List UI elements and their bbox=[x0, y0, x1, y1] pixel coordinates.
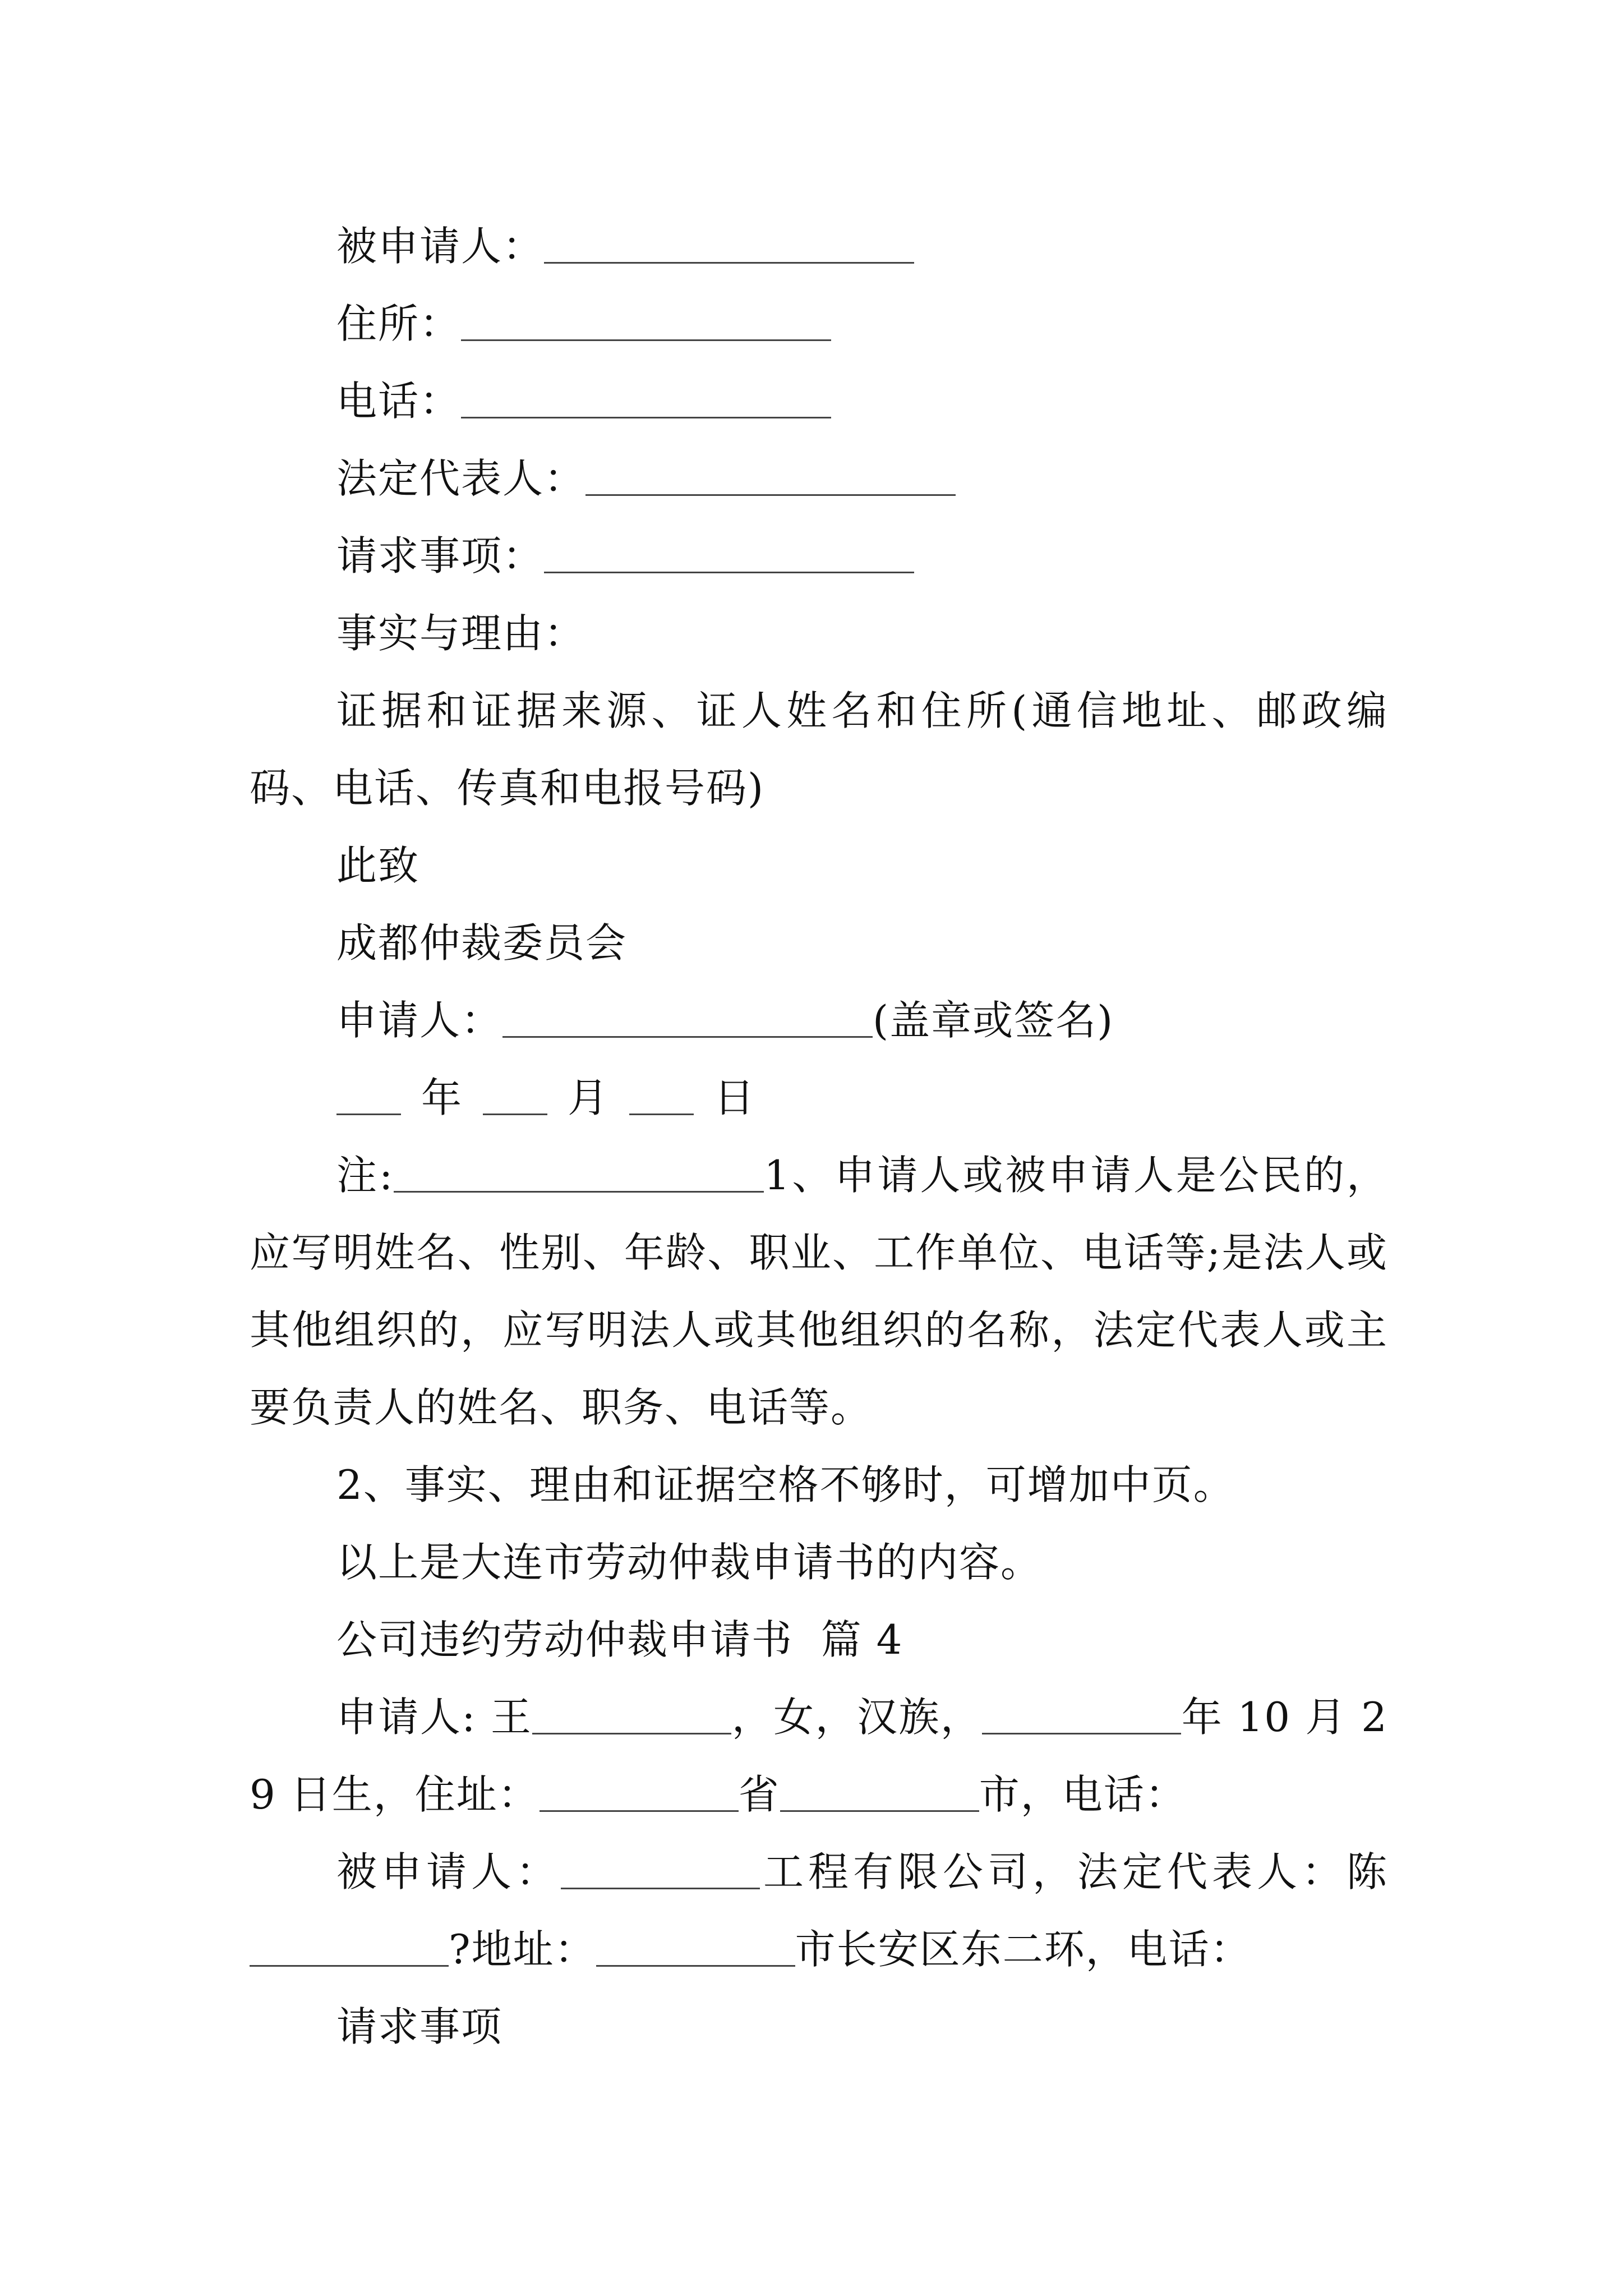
address-line bbox=[250, 285, 1388, 362]
p4-city-blank bbox=[780, 1771, 979, 1812]
date-line bbox=[250, 1059, 1388, 1137]
p4-respondent-paragraph bbox=[250, 1833, 1388, 1988]
section-title: 公司违约劳动仲裁申请书 篇 4 bbox=[336, 1616, 903, 1663]
address-blank bbox=[461, 300, 831, 341]
summary-text: 以上是大连市劳动仲裁申请书的内容。 bbox=[336, 1539, 1043, 1586]
legal-rep-blank bbox=[585, 455, 956, 496]
claims-blank bbox=[544, 532, 914, 573]
p4-applicant-text-a: 申请人: 王 bbox=[336, 1694, 533, 1741]
day-label: 日 bbox=[714, 1074, 756, 1121]
p4-respondent-text-c: ?地址： bbox=[449, 1926, 596, 1973]
section-title-line bbox=[250, 1601, 1388, 1678]
note-blank bbox=[394, 1152, 764, 1193]
committee-text: 成都仲裁委员会 bbox=[336, 919, 628, 967]
seal-note: (盖章或签名) bbox=[873, 997, 1114, 1044]
month-label: 月 bbox=[568, 1074, 610, 1121]
p4-applicant-text-c: 年 10 月 29 日生，住址： bbox=[250, 1694, 1388, 1818]
p4-respondent-text-a: 被申请人： bbox=[336, 1848, 561, 1895]
salutation-line bbox=[250, 827, 1388, 904]
p4-rep-blank bbox=[250, 1926, 449, 1967]
note-1-text: 1、申请人或被申请人是公民的，应写明姓名、性别、年龄、职业、工作单位、电话等;是法人或其他组织的，应写明法人或其他组织的名称，法定代表人或主要负责人的姓名、职务、电话等。 bbox=[250, 1152, 1388, 1431]
phone-label: 电话： bbox=[336, 378, 462, 425]
legal-rep-label: 法定代表人： bbox=[336, 455, 586, 502]
p4-name-blank bbox=[532, 1694, 731, 1734]
applicant-line bbox=[250, 982, 1388, 1059]
summary-line bbox=[250, 1524, 1388, 1601]
facts-line bbox=[250, 595, 1388, 672]
evidence-paragraph: 证据和证据来源、证人姓名和住所(通信地址、邮政编码、电话、传真和电报号码) bbox=[250, 687, 1388, 812]
address-label: 住所： bbox=[336, 300, 462, 347]
respondent-line bbox=[250, 208, 1388, 285]
claims-label: 请求事项： bbox=[336, 532, 545, 579]
note-2-line bbox=[250, 1446, 1388, 1524]
month-blank bbox=[483, 1074, 547, 1115]
p4-company-blank bbox=[561, 1848, 760, 1889]
p4-claims-line bbox=[250, 1988, 1388, 2065]
p4-applicant-text-b: ，女，汉族， bbox=[731, 1694, 983, 1741]
legal-rep-line bbox=[250, 440, 1388, 517]
respondent-blank bbox=[544, 223, 914, 264]
respondent-label: 被申请人： bbox=[336, 223, 545, 270]
p4-claims-text: 请求事项 bbox=[336, 2003, 503, 2050]
facts-label: 事实与理由： bbox=[336, 610, 586, 657]
p4-birth-year-blank bbox=[982, 1694, 1181, 1734]
year-label: 年 bbox=[421, 1074, 463, 1121]
note-2-text: 2、事实、理由和证据空格不够时，可增加中页。 bbox=[336, 1461, 1235, 1508]
document-body bbox=[250, 208, 1388, 2065]
p4-province-blank bbox=[540, 1771, 739, 1812]
salutation-text: 此致 bbox=[336, 842, 420, 889]
applicant-label: 申请人： bbox=[336, 997, 503, 1044]
committee-line bbox=[250, 904, 1388, 982]
phone-line bbox=[250, 362, 1388, 440]
note-paragraph bbox=[250, 1137, 1388, 1446]
p4-applicant-paragraph bbox=[250, 1678, 1388, 1833]
applicant-blank bbox=[502, 997, 873, 1038]
phone-blank bbox=[461, 378, 831, 418]
p4-addr-blank bbox=[596, 1926, 795, 1967]
p4-applicant-text-e: 市，电话： bbox=[979, 1771, 1187, 1818]
p4-applicant-text-d: 省 bbox=[738, 1771, 780, 1818]
claims-line bbox=[250, 517, 1388, 595]
p4-respondent-text-b: 工程有限公司，法定代表人：陈 bbox=[760, 1848, 1388, 1895]
note-label: 注: bbox=[336, 1152, 394, 1199]
p4-respondent-text-d: 市长安区东二环，电话： bbox=[795, 1926, 1252, 1973]
year-blank bbox=[336, 1074, 401, 1115]
day-blank bbox=[629, 1074, 694, 1115]
